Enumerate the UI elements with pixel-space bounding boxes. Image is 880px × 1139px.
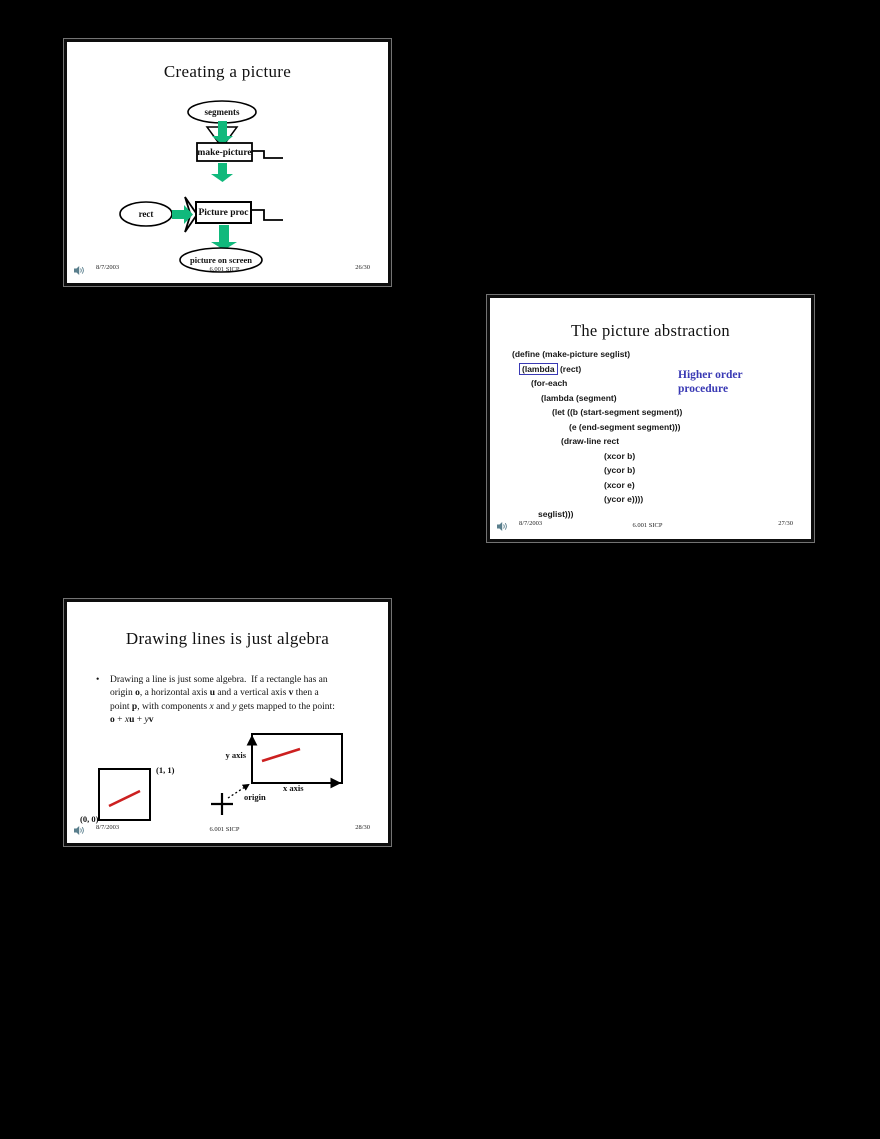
course-label: 6.001 SICP xyxy=(632,522,663,529)
scheme-code-listing xyxy=(490,347,811,522)
algebra-diagram xyxy=(67,602,388,843)
bullet-text-line: point p, with components x and y gets mapped to the point: xyxy=(110,701,335,712)
code-line: (draw-line rect xyxy=(561,436,620,447)
slide3-title: Drawing lines is just algebra xyxy=(125,629,330,648)
down-arrow-1 xyxy=(212,121,233,145)
down-arrow-2 xyxy=(211,163,233,182)
code-line: (ycor e)))) xyxy=(604,494,644,505)
slide1-title: Creating a picture xyxy=(163,62,292,81)
unit-square-top-right-label: (1, 1) xyxy=(156,765,175,775)
page-number: 28/30 xyxy=(355,824,370,831)
code-line: (xcor b) xyxy=(604,450,636,461)
bullet-text-line: origin o, a horizontal axis u and a vertical axis v then a xyxy=(110,688,319,699)
down-arrow-3 xyxy=(211,225,237,250)
code-line: (e (end-segment segment))) xyxy=(569,421,681,432)
slide-date: 8/7/2003 xyxy=(96,264,120,271)
unit-square xyxy=(99,769,150,820)
picture-proc-label: Picture proc xyxy=(198,208,249,218)
red-segment-unit-square xyxy=(109,791,140,806)
slide-picture-abstraction xyxy=(487,295,814,542)
picture-on-screen-label: picture on screen xyxy=(189,255,253,265)
origin-cross xyxy=(211,793,233,815)
bullet-marker: • xyxy=(96,675,100,685)
code-line: seglist))) xyxy=(538,509,574,520)
code-line: (define (make-picture seglist) xyxy=(512,349,631,359)
code-line: (ycor b) xyxy=(604,465,636,476)
slide-date: 8/7/2003 xyxy=(96,824,120,831)
slide2-title: The picture abstraction xyxy=(570,321,730,340)
slide-drawing-lines-algebra xyxy=(64,599,391,846)
bullet-text-line: o + xu + yv xyxy=(110,714,154,725)
red-segment-target-rect xyxy=(262,749,300,761)
make-picture-label: make-picture xyxy=(197,148,252,158)
higher-order-annotation: Higher order procedure xyxy=(678,369,743,395)
course-label: 6.001 SICP xyxy=(209,826,240,833)
slide3-footer xyxy=(67,824,382,833)
code-line: (let ((b (start-segment segment)) xyxy=(552,407,683,418)
rect-label: rect xyxy=(138,209,154,219)
page-number: 26/30 xyxy=(355,264,370,271)
code-line: (lambda (rect) xyxy=(519,362,811,377)
code-line: (for-each xyxy=(531,378,568,389)
bullet-text-line: Drawing a line is just some algebra. If a rectangle has an xyxy=(110,675,328,685)
unit-square-bottom-left-label: (0, 0) xyxy=(80,814,99,824)
slide-date: 8/7/2003 xyxy=(519,520,543,527)
slide1-flowchart xyxy=(67,42,388,283)
picture-proc-connector xyxy=(251,210,283,220)
x-axis-label: x axis xyxy=(283,783,304,793)
make-picture-connector xyxy=(252,151,283,158)
page-number: 27/30 xyxy=(778,520,793,527)
code-line: (xcor e) xyxy=(604,479,635,490)
slide2-footer xyxy=(490,520,805,529)
course-label: 6.001 SICP xyxy=(209,266,240,273)
code-line: (lambda (segment) xyxy=(541,392,617,403)
origin-label: origin xyxy=(244,792,266,802)
slide1-footer xyxy=(67,264,382,273)
slide-creating-a-picture xyxy=(64,39,391,286)
lambda-highlight-box: (lambda xyxy=(519,363,558,375)
y-axis-label: y axis xyxy=(225,750,246,760)
segments-label: segments xyxy=(204,107,240,117)
target-rectangle xyxy=(252,734,342,783)
